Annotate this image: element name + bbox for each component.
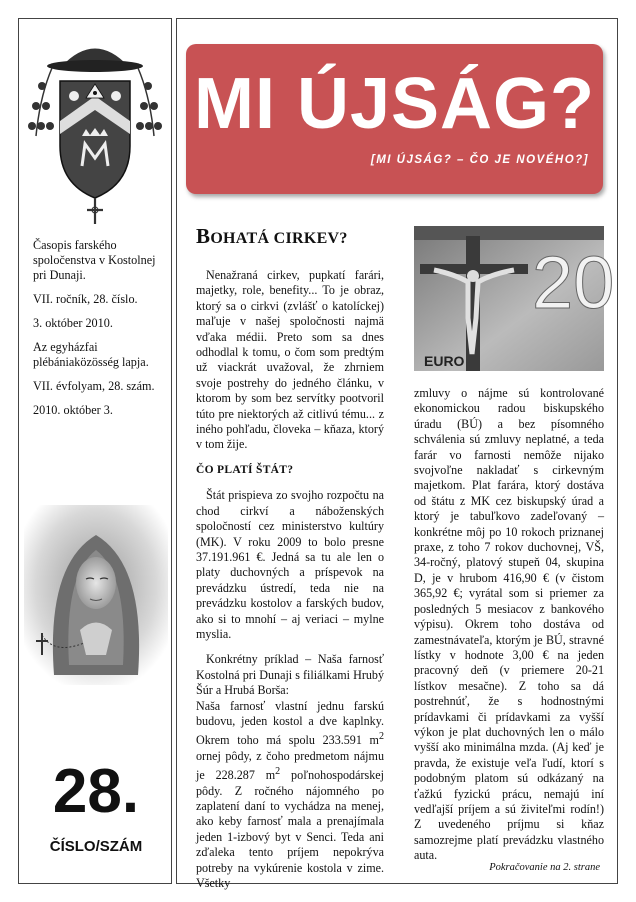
article-title-initial: B [196,224,211,248]
issue-label: ČÍSLO/SZÁM [49,838,143,855]
text-run: ornej pôdy, z čoho predmetom nájmu je 228.287 m [196,748,384,783]
crucifix-banknote-icon [414,226,615,371]
article-paragraph: Nenažraná cirkev, pupkatí farári, majetky, role, benefity... To je obraz, ktorý sa o cirkvi (zvlášť o katolíckej) maľuje v našej spoločnosti najmä vďaka médii. Preto som sa dnes odhodlal k tomu, o čom som predtým už viackrát uvažoval, že zhrniem svoje postrehy do jedného článku, v ktorom by som bez servítky pootvoril túto pre niektorých až citlivú tému... z iného pohľadu, človeka – kňaza, ktorý v tom žije. [196,268,384,452]
masthead [186,44,603,194]
banknote-currency: EURO [424,353,465,369]
article-paragraph: Konkrétny príklad – Naša farnosť Kostolná pri Dunaji s filiálkami Hrubý Šúr a Hrubá Borša: [196,652,384,698]
masthead-title: MI ÚJSÁG? [193,64,596,144]
info-line: VII. évfolyam, 28. szám. [33,379,155,393]
text-run: poľnohospodárskej pôdy. Z ročného nájomného po zaplatení daní to vychádza na menej, ako keby farnosť mala a prenajímala jeden 1-izbový byt v Senci. Teda ani zďaleka tento príjem nepokrýva potreby na vykúrenie kostola v zime. Všetky [196,768,384,891]
article-paragraph: Štát prispieva zo svojho rozpočtu na chod cirkví a náboženských spoločností cez ministerstvo kultúry (MK). V roku 2009 to bolo presne 37.191.961 €. Jedná sa tu ale len o platy duchovných a príspevok na prevádzku ústredí, teda nie na prevádzku kostolov a farských budov, ako si to mnohí – aj veriaci – mylne myslia. [196,488,384,641]
article-paragraph [196,699,384,892]
article-paragraph: zmluvy o nájme sú kontrolované ekonomickou radou biskupského úradu (BÚ) a bez písomného schválenia sú zmluvy neplatné, a teda farár vo farnosti nemôže nijako svojvoľne nakladať s cirkevným majetkom. Plat farára, ktorý dostáva od štátu z MK cez biskupský úrad a ktorý je tabuľkovo zadeľovaný – konkrétne môj po 10 rokoch priznanej praxe, z toho 7 rokov duchovnej, VŠ, 34-ročný, platový stupeň 04, skupina D, je v hrubom 416,90 € (v čistom 365,92 €; vyrátal som si priemer za posledných 5 mesiacov z bankového výpisu). Okrem toho dostáva od zamestnávateľa, ktorým je BÚ, stravné lístky v hodnote 3,00 € na jeden pracovný deň (v priemere 20-21 lístkov mesačne). Z toho sa dá postrehnúť, že s hodnostnými prídavkami či prídavkami za vyšší výkon je plat duchovných len o málo vyšší ako minimálna mzda. (Aj keď je pravda, že existuje veľa ľudí, ktorí s podobným platom sú odkázaný na ťažkú fyzickú prácu, nemajú iní vedľajší príjem a sú živiteľmi rodín!) Z uvedeného príjmu si kňaz samozrejme platí prevádzku vlastného auta. [414,386,604,863]
banknote-value: 20 [532,241,615,324]
section-heading: ČO PLATÍ ŠTÁT? [196,463,294,476]
article-column-1 [196,268,384,892]
publication-info [33,238,169,427]
coat-of-arms-icon [22,26,168,226]
article-title-rest: OHATÁ CIRKEV? [210,230,348,247]
issue-number: 28. [52,757,140,826]
madonna-icon [24,505,168,685]
masthead-subtitle: [MI ÚJSÁG? – ČO JE NOVÉHO?] [370,154,589,166]
info-line: 2010. október 3. [33,403,113,417]
article-title [196,224,396,249]
article-column-2 [414,386,604,864]
continued-note: Pokračovanie na 2. strane [489,862,600,873]
info-line: Časopis farského spoločenstva v Kostolnej pri Dunaji. [33,238,156,282]
superscript: 2 [275,766,281,778]
info-line: 3. október 2010. [33,316,113,330]
info-line: VII. ročník, 28. číslo. [33,292,138,306]
superscript: 2 [378,731,384,743]
text-run: Naša farnosť vlastní jednu farskú budovu, jeden kostol a dve kaplnky. Okrem toho má spolu 233.591 m [196,698,384,748]
info-line: Az egyházfai plébániaközösség lapja. [33,340,149,369]
